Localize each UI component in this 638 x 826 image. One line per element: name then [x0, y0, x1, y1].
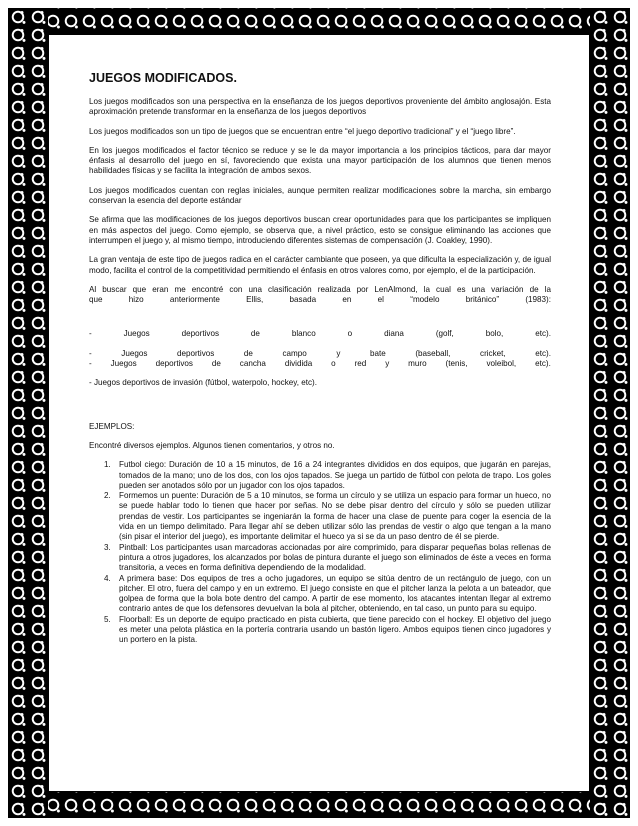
document-title: JUEGOS MODIFICADOS.	[89, 71, 237, 85]
category-word: muro	[408, 359, 427, 369]
category-word: etc).	[535, 348, 551, 358]
category-word: (tenis,	[445, 359, 468, 369]
category-word: o	[347, 329, 353, 339]
category-word: dividida	[284, 359, 313, 369]
list-item: 5. Floorball: Es un deporte de equipo practicado en pista cubierta, que tiene parecido con el hockey. El objetivo del juego es meter una pelota plástica en la portería contraria usando un bastón ligero. Ambos equipos tienen cinco jugadores y un portero en la pista.	[113, 615, 551, 646]
list-item: 1. Futbol ciego: Duración de 10 a 15 minutos, de 16 a 24 integrantes divididos en dos equipos, que jugarán en parejas, tomados de la mano; uno de los dos, con los ojos tapados. Se juega un partido de fútbol con pelota de trapo. Los goles pueden ser anotados sólo por un jugador con los ojos tapados.	[113, 460, 551, 491]
paragraph: Los juegos modificados son una perspectiva en la enseñanza de los juegos deportivos proveniente del ámbito anglosajón. Esta aproximación pretende transformar en la enseñanza de los juegos deportivos	[89, 97, 551, 117]
decorative-border-right	[590, 8, 630, 818]
category-word: de	[250, 329, 260, 339]
category-word: etc).	[535, 329, 551, 339]
category-word: red	[354, 359, 367, 369]
category-target-games	[89, 329, 551, 339]
category-word: -	[89, 348, 92, 358]
paragraph: Se afirma que las modificaciones de los juegos deportivos buscan crear oportunidades para que los participantes se impliquen en más aspectos del juego. Como ejemplo, se observa que, a nivel práctico, esto se consigue eliminando las acciones que interrumpen el juego y, al mismo tiempo, introduciendo diferentes sistemas de compensación (J. Coakley, 1990).	[89, 215, 551, 245]
category-word: -	[89, 359, 92, 369]
category-word: Juegos	[110, 359, 137, 369]
category-word: deportivos	[181, 329, 219, 339]
classification-intro-end: que hizo anteriormente Ellis, basada en el “modelo británico” (1983):	[89, 295, 551, 305]
category-word: (golf,	[435, 329, 454, 339]
category-word: Juegos	[123, 329, 150, 339]
category-word: etc).	[535, 359, 551, 369]
category-word: (baseball,	[415, 348, 451, 358]
category-word: de	[211, 359, 221, 369]
category-invasion-games: - Juegos deportivos de invasión (fútbol, waterpolo, hockey, etc).	[89, 378, 317, 388]
category-word: voleibol,	[486, 359, 517, 369]
category-word: deportivos	[155, 359, 193, 369]
category-word: cancha	[239, 359, 266, 369]
category-word: blanco	[291, 329, 316, 339]
examples-list	[89, 460, 551, 645]
category-word: bolo,	[485, 329, 504, 339]
category-word: Juegos	[121, 348, 148, 358]
category-word: o	[331, 359, 336, 369]
paragraph: Los juegos modificados cuentan con reglas iniciales, aunque permiten realizar modificaciones sobre la marcha, sin embargo conservan la esencia del deporte estándar	[89, 185, 551, 206]
paragraph: En los juegos modificados el factor técnico se reduce y se le da mayor importancia a los principios tácticos, para dar mayor énfasis al desarrollo del juego en sí, favoreciendo que exista una mayor participación de los alumnos que tienen menos habilidades físicas y se facilita la integración de ambos sexos.	[89, 145, 551, 176]
category-field-bat-games	[89, 349, 551, 359]
decorative-border-top	[8, 8, 630, 34]
decorative-border-left	[8, 8, 48, 818]
category-word: bate	[369, 348, 386, 358]
category-word: y	[336, 348, 341, 358]
document-body	[48, 34, 590, 792]
category-net-wall-games	[89, 359, 551, 369]
category-word: -	[89, 329, 92, 339]
category-word: de	[243, 348, 253, 358]
list-item: 4. A primera base: Dos equipos de tres a ocho jugadores, un equipo se sitúa dentro de un rectángulo de juego, con un pitcher. El otro, fuera del campo y en un extremo. El juego consiste en que el pitcher lanza la pelota a un bateador, que golpea de forma que la bola bote dentro del campo. A partir de ese momento, los atacantes intentan llegar al extremo contrario antes de que los defensores devuelvan la bola al pitcher, obteniendo, en tal caso, un punto para su equipo.	[113, 574, 551, 615]
category-word: y	[385, 359, 390, 369]
examples-heading: EJEMPLOS:	[89, 421, 135, 431]
classification-intro: Al buscar que eran me encontré con una clasificación realizada por LenAlmond, la cual es una variación de la	[89, 284, 551, 294]
list-item: 3. Pintball: Los participantes usan marcadoras accionadas por aire comprimido, para disparar pequeñas bolas rellenas de pintura a otros jugadores, los alcanzados por bolas de pintura durante el juego son eliminados de éste a veces en forma transitoria, a veces en forma definitiva dependiendo de la modalidad.	[113, 543, 551, 574]
paragraph: Los juegos modificados son un tipo de juegos que se encuentran entre “el juego deportivo tradicional” y el “juego libre”.	[89, 126, 516, 136]
decorative-border-bottom	[8, 792, 630, 818]
paragraph: La gran ventaja de este tipo de juegos radica en el carácter cambiante que poseen, ya que dificulta la especialización y, de igual modo, facilita el control de la competitividad permitiendo el énfasis en otros valores como, por ejemplo, el de la participación.	[89, 255, 551, 275]
category-word: campo	[282, 348, 307, 358]
examples-intro: Encontré diversos ejemplos. Algunos tienen comentarios, y otros no.	[89, 440, 335, 450]
category-word: diana	[384, 329, 404, 339]
category-word: cricket,	[480, 348, 506, 358]
list-item: 2. Formemos un puente: Duración de 5 a 10 minutos, se forma un círculo y se utiliza un espacio para formar un hueco, no se puede hablar todo lo tienen que hacer por señas. No se debe pisar dentro del círculo y sólo se pueden utilizar prendas de vestir. Los participantes se ingeniarán la forma de hacer una clase de puente para coger la esencia de la vida en un tiempo delimitado. Para llegar ahí se deben utilizar sólo las prendas de vestir o algo que tengan a la mano (sin pisar el interior del juego), es importante delimitar el hueco ya si se da un paso dentro de él se pierde.	[113, 491, 551, 542]
category-word: deportivos	[176, 348, 215, 358]
